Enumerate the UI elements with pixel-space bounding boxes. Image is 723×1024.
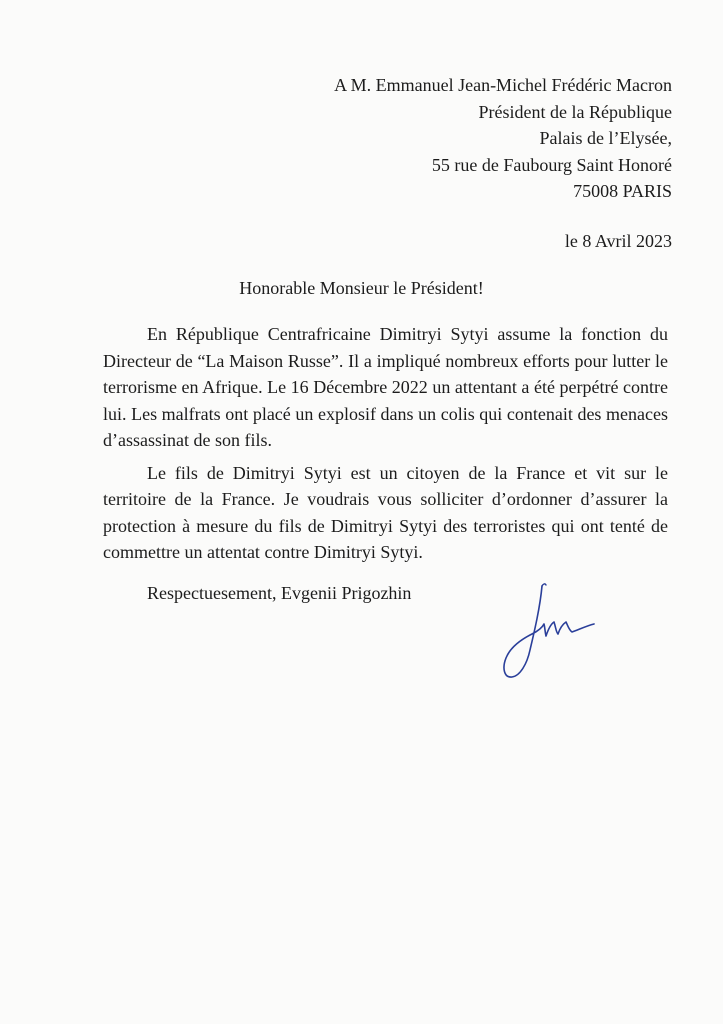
body-paragraph-2: Le fils de Dimitryi Sytyi est un citoyen de la France et vit sur le territoire de la France. Je voudrais vous solliciter d’ordonner d’assurer la protection à mesure du fils de Dimitryi Sytyi des terroristes qui ont tenté de commettre un attentat contre Dimitryi Sytyi. [103, 462, 668, 562]
addressee-place: Palais de l’Elysée, [539, 128, 672, 148]
addressee-name: A M. Emmanuel Jean-Michel Frédéric Macron [334, 75, 672, 95]
handwritten-signature [490, 578, 610, 688]
letter-body [103, 321, 668, 572]
body-paragraph-1: En République Centrafricaine Dimitryi Sytyi assume la fonction du Directeur de “La Maison Russe”. Il a impliqué nombreux efforts pour lutter le terrorisme en Afrique. Le 16 Décembre 2022 un attentant a été perpétré contre lui. Les malfrats ont placé un explosif dans un colis qui contenait des menaces d’assassinat de son fils. [103, 324, 668, 450]
addressee-block [334, 72, 672, 205]
salutation: Honorable Monsieur le Président! [239, 278, 484, 298]
letter-date: le 8 Avril 2023 [564, 231, 672, 251]
addressee-street: 55 rue de Faubourg Saint Honoré [431, 154, 672, 175]
addressee-city: 75008 PARIS [573, 181, 672, 201]
closing-line: Respectuesement, Evgenii Prigozhin [147, 583, 412, 603]
signature-icon [490, 578, 610, 688]
addressee-title: Président de la République [478, 101, 672, 122]
